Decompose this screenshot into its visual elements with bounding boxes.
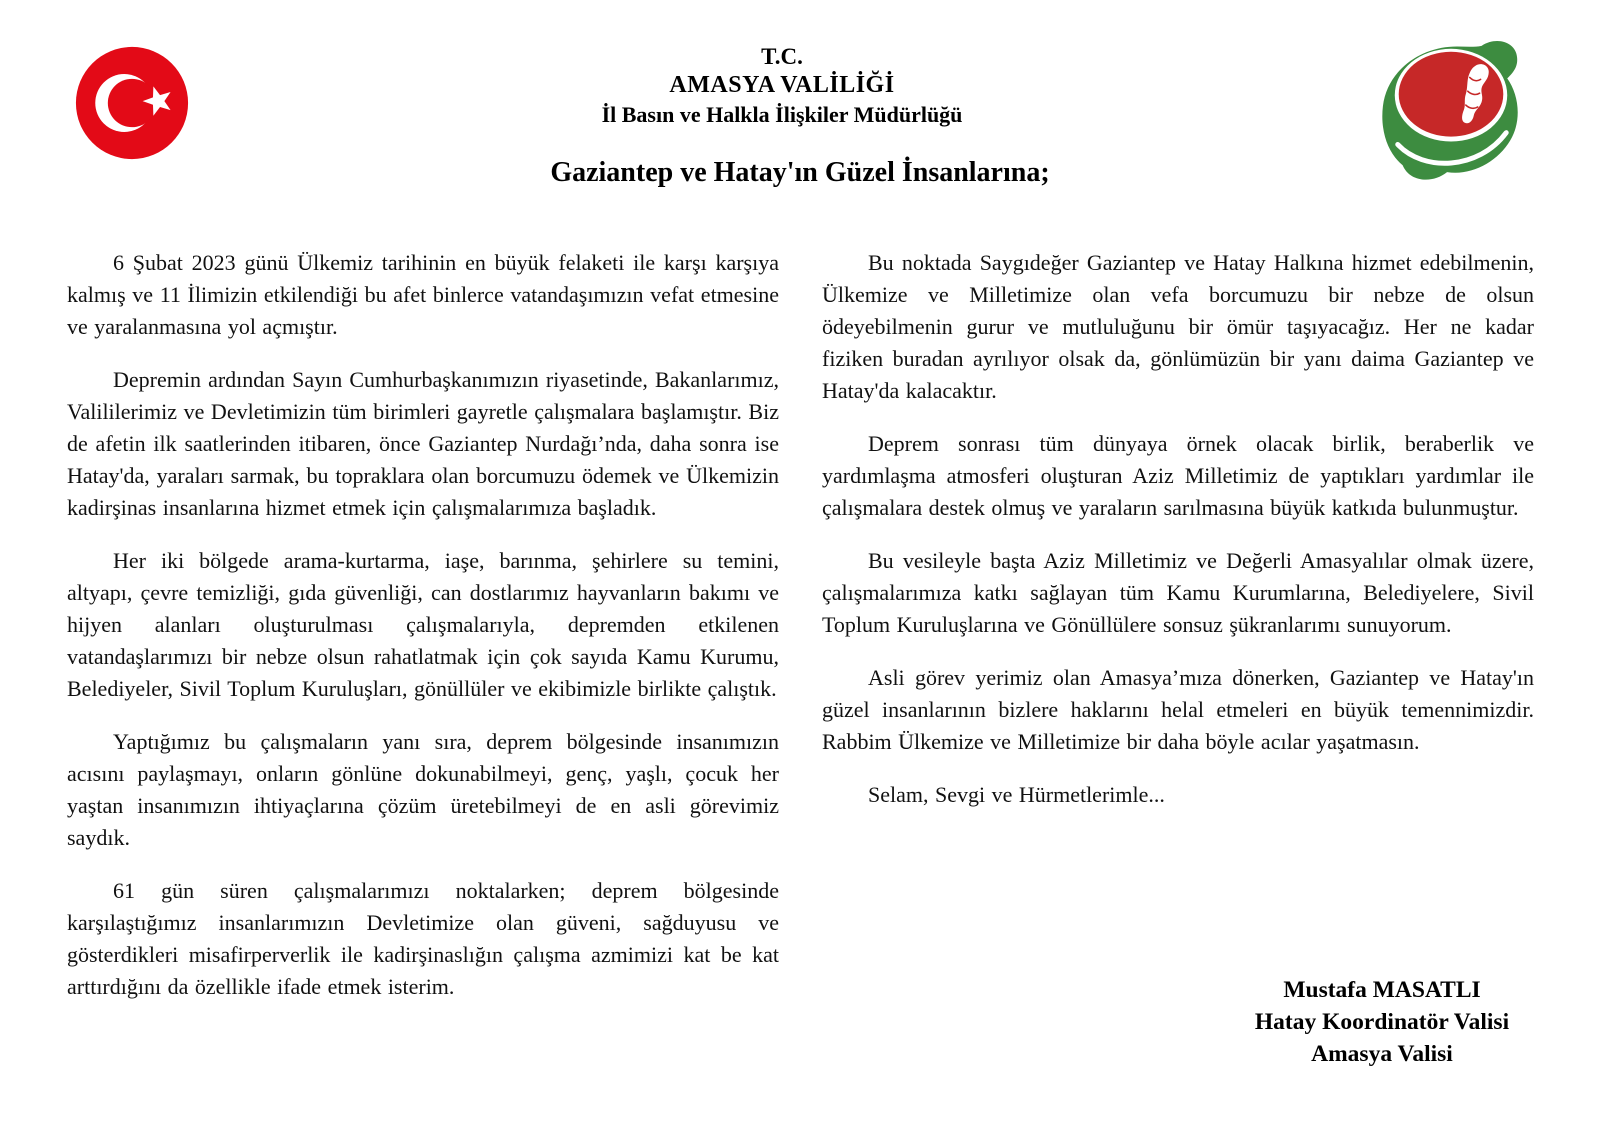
paragraph: Bu noktada Saygıdeğer Gaziantep ve Hatay Halkına hizmet edebilmenin, Ülkemize ve Milletimize olan vefa borcumuzu bir nebze de olsun ödeyebilmenin gurur ve mutluluğunu bir ömür taşıyacağız. Her ne kadar fiziken buradan ayrılıyor olsak da, gönlümüzün bir yanı daima Gaziantep ve Hatay'da kalacaktır. bbox=[822, 250, 1534, 403]
letterhead-republic: T.C. bbox=[761, 44, 803, 69]
signature-role-governor: Amasya Valisi bbox=[1311, 1041, 1453, 1067]
paragraph: 61 gün süren çalışmalarımızı noktalarken; deprem bölgesinde karşılaştığımız insanlarımızın Devletimize olan güveni, sağduyusu ve gösterdikleri misafirperverlik ile kadirşinaslığın çalışma azmimizi kat be kat arttırdığını da özellikle ifade etmek isterim. bbox=[67, 878, 779, 999]
paragraph: 6 Şubat 2023 günü Ülkemiz tarihinin en büyük felaketi ile karşı karşıya kalmış ve 11 İlimizin etkilendiği bu afet binlerce vatandaşımızın vefat etmesine ve yaralanmasına yol açmıştır. bbox=[67, 250, 779, 339]
right-column bbox=[822, 247, 1534, 832]
signature-block bbox=[1228, 974, 1536, 1070]
paragraph: Asli görev yerimiz olan Amasya’mıza dönerken, Gaziantep ve Hatay'ın güzel insanlarının bizlere haklarını helal etmeleri en büyük temennimizdir. Rabbim Ülkemize ve Milletimize bir daha böyle acılar yaşatmasın. bbox=[822, 665, 1534, 754]
paragraph: Deprem sonrası tüm dünyaya örnek olacak birlik, beraberlik ve yardımlaşma atmosferi oluşturan Aziz Milletimiz de yaptıkları yardımlar ile çalışmalara destek olmuş ve yaraların sarılmasına büyük katkıda bulunmuştur. bbox=[822, 431, 1534, 520]
left-column bbox=[67, 247, 779, 1024]
paragraph: Bu vesileyle başta Aziz Milletimiz ve Değerli Amasyalılar olmak üzere, çalışmalarımıza katkı sağlayan tüm Kamu Kurumlarına, Belediyelere, Sivil Toplum Kuruluşlarına ve Gönüllülere sonsuz şükranlarımı sunuyorum. bbox=[822, 548, 1534, 637]
letterhead-governorship: AMASYA VALİLİĞİ bbox=[669, 72, 895, 98]
signature-role-coordinator: Hatay Koordinatör Valisi bbox=[1254, 1009, 1510, 1035]
letterhead bbox=[0, 42, 1564, 129]
closing-salutation: Selam, Sevgi ve Hürmetlerimle... bbox=[868, 782, 1165, 807]
paragraph: Her iki bölgede arama-kurtarma, iaşe, barınma, şehirlere su temini, altyapı, çevre temizliği, gıda güvenliği, can dostlarımız hayvanların bakımı ve hijyen alanları oluşturulması çalışmalarıyla, depremden etkilenen vatandaşlarımızı bir nebze olsun rahatlatmak için çok sayıda Kamu Kurumu, Belediyeler, Sivil Toplum Kuruluşları, gönüllüler ve ekibimizle birlikte çalıştık. bbox=[67, 548, 779, 701]
paragraph: Yaptığımız bu çalışmaların yanı sıra, deprem bölgesinde insanımızın acısını paylaşmayı, onların gönlüne dokunabilmeyi, genç, yaşlı, çocuk her yaştan insanımızın ihtiyaçlarına çözüm üretebilmeyi de en asli görevimiz saydık. bbox=[67, 729, 779, 850]
signature-name: Mustafa MASATLI bbox=[1283, 977, 1481, 1003]
letter-title: Gaziantep ve Hatay'ın Güzel İnsanlarına; bbox=[550, 157, 1050, 188]
letterhead-department: İl Basın ve Halkla İlişkiler Müdürlüğü bbox=[601, 102, 963, 127]
paragraph: Depremin ardından Sayın Cumhurbaşkanımızın riyasetinde, Bakanlarımız, Valililerimiz ve Devletimizin tüm birimleri gayretle çalışmalara başlamıştır. Biz de afetin ilk saatlerinden itibaren, önce Gaziantep Nurdağı’nda, daha sonra ise Hatay'da, yaraları sarmak, bu topraklara olan borcumuzu ödemek ve Ülkemizin kadirşinas insanlarına hizmet etmek için çalışmalarımıza başladık. bbox=[67, 367, 779, 520]
